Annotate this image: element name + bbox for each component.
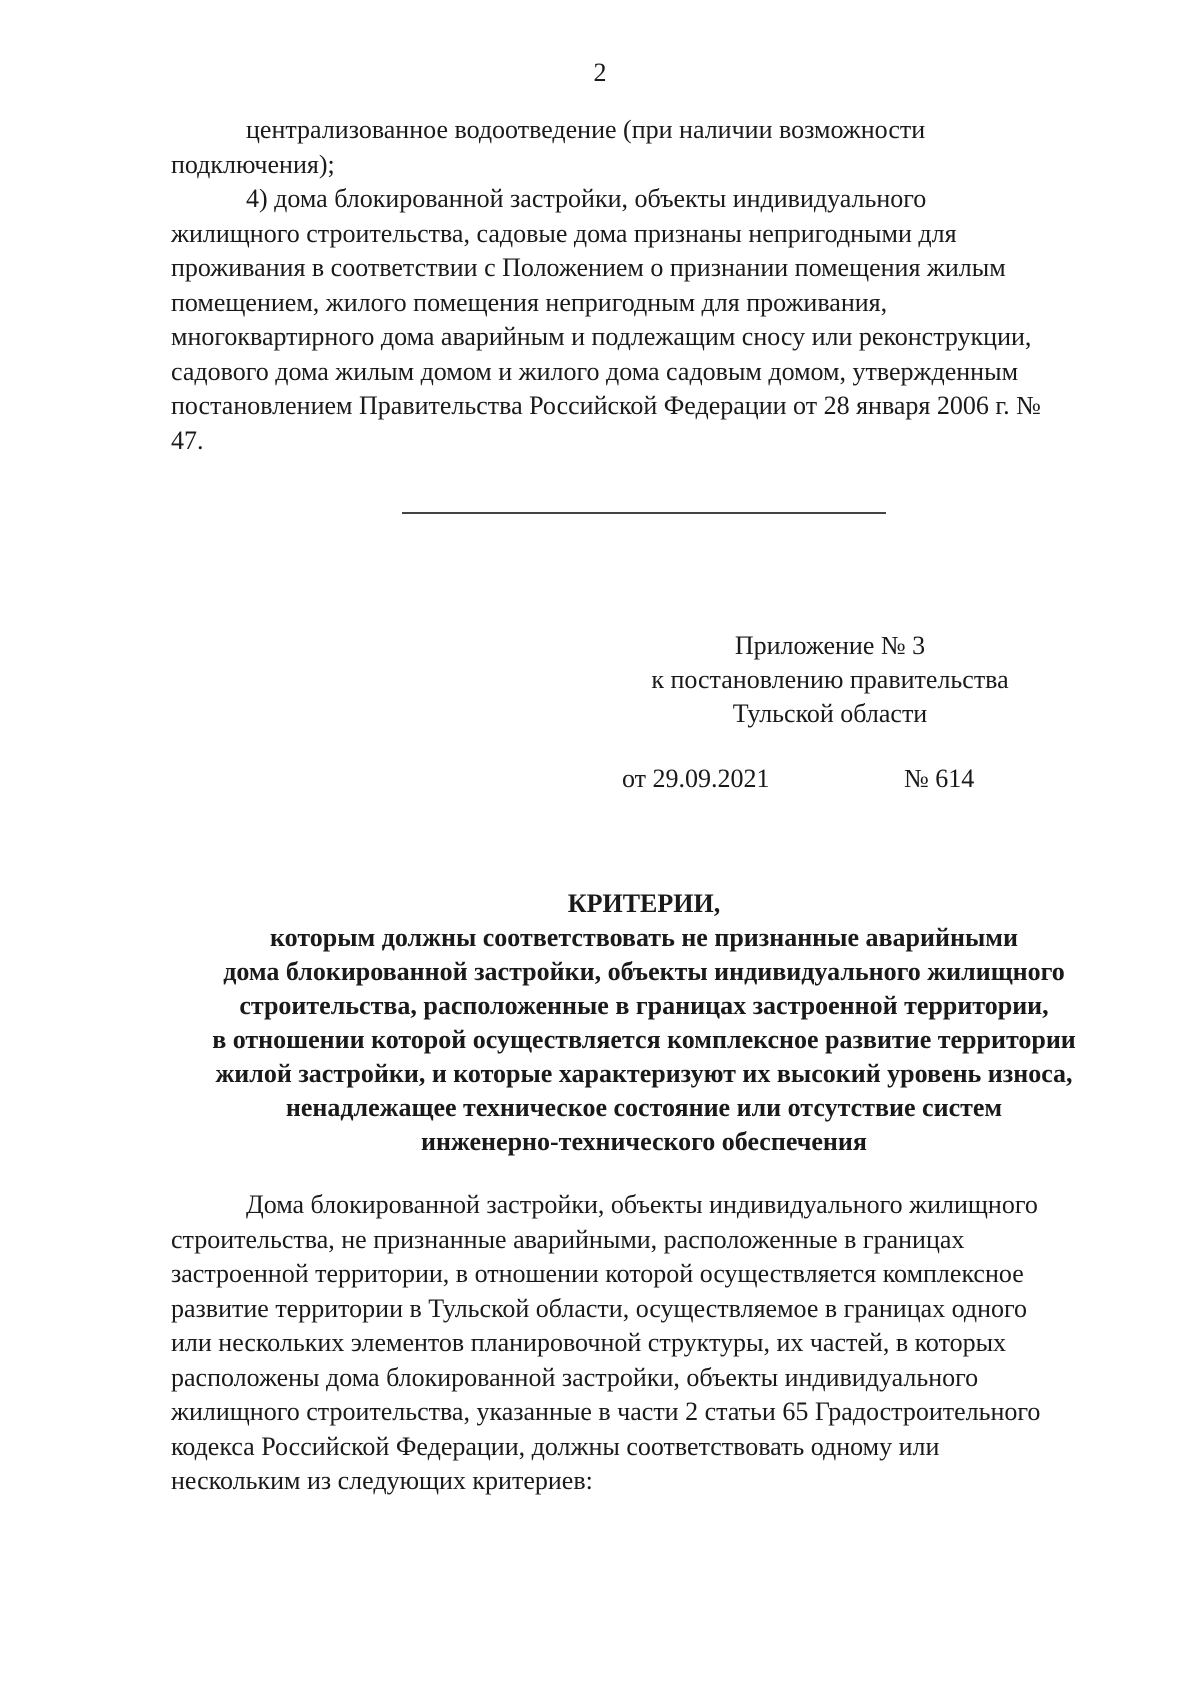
title-line: жилой застройки, и которые характеризуют их высокий уровень износа, — [215, 1059, 1073, 1088]
resolution-date: от 29.09.2021 — [622, 764, 770, 793]
item-4-paragraph — [171, 182, 1119, 458]
title-line: ненадлежащее техническое состояние или отсутствие систем — [285, 1093, 1003, 1122]
appendix-label: Приложение № 3 — [734, 631, 926, 660]
appendix-region: Тульской области — [732, 699, 928, 728]
item-3-tail — [171, 113, 1119, 182]
section-divider — [402, 512, 886, 514]
text-line: расположены дома блокированной застройки, объекты индивидуального — [171, 1362, 979, 1392]
text-line: или нескольких элементов планировочной структуры, их частей, в которых — [171, 1328, 1007, 1357]
text-line: развитие территории в Тульской области, осуществляемое в границах одного — [171, 1293, 1028, 1323]
text-line: 47. — [171, 425, 204, 455]
document-title — [120, 887, 1168, 1159]
text-line: жилищного строительства, указанные в части 2 статьи 65 Градостроительного — [171, 1397, 1041, 1426]
text-line: строительства, не признанные аварийными, расположенные в границах — [171, 1224, 965, 1254]
text-line: подключения); — [171, 149, 335, 179]
resolution-number: № 614 — [904, 764, 975, 793]
text-line: Дома блокированной застройки, объекты индивидуального жилищного — [246, 1190, 1038, 1219]
page-number: 2 — [593, 58, 607, 87]
text-line: нескольким из следующих критериев: — [171, 1466, 593, 1495]
text-line: помещением, жилого помещения непригодным для проживания, — [171, 287, 888, 317]
title-line: которым должны соответствовать не признанные аварийными — [270, 923, 1018, 952]
text-line: постановлением Правительства Российской Федерации от 28 января 2006 г. № — [171, 391, 1041, 420]
title-line: строительства, расположенные в границах застроенной территории, — [239, 991, 1049, 1020]
appendix-header — [580, 629, 1080, 731]
text-line: кодекса Российской Федерации, должны соответствовать одному или — [171, 1431, 940, 1461]
appendix-reference: к постановлению правительства — [651, 665, 1009, 694]
title-line: дома блокированной застройки, объекты индивидуального жилищного — [223, 957, 1065, 986]
title-line: инженерно-технического обеспечения — [421, 1127, 867, 1156]
text-line: централизованное водоотведение (при наличии возможности — [246, 115, 926, 144]
text-line: жилищного строительства, садовые дома признаны непригодными для — [171, 218, 957, 248]
title-line: в отношении которой осуществляется комплексное развитие территории — [212, 1025, 1076, 1054]
resolution-date-number — [622, 762, 1082, 796]
text-line: проживания в соответствии с Положением о признании помещения жилым — [171, 253, 1006, 282]
text-line: садового дома жилым домом и жилого дома садовым домом, утвержденным — [171, 356, 1019, 386]
text-line: многоквартирного дома аварийным и подлежащим сносу или реконструкции, — [171, 322, 1032, 351]
text-line: застроенной территории, в отношении которой осуществляется комплексное — [171, 1259, 1024, 1288]
title-heading: КРИТЕРИИ, — [567, 889, 721, 918]
criteria-intro-paragraph — [171, 1188, 1119, 1499]
text-line: 4) дома блокированной застройки, объекты индивидуального — [246, 184, 927, 213]
